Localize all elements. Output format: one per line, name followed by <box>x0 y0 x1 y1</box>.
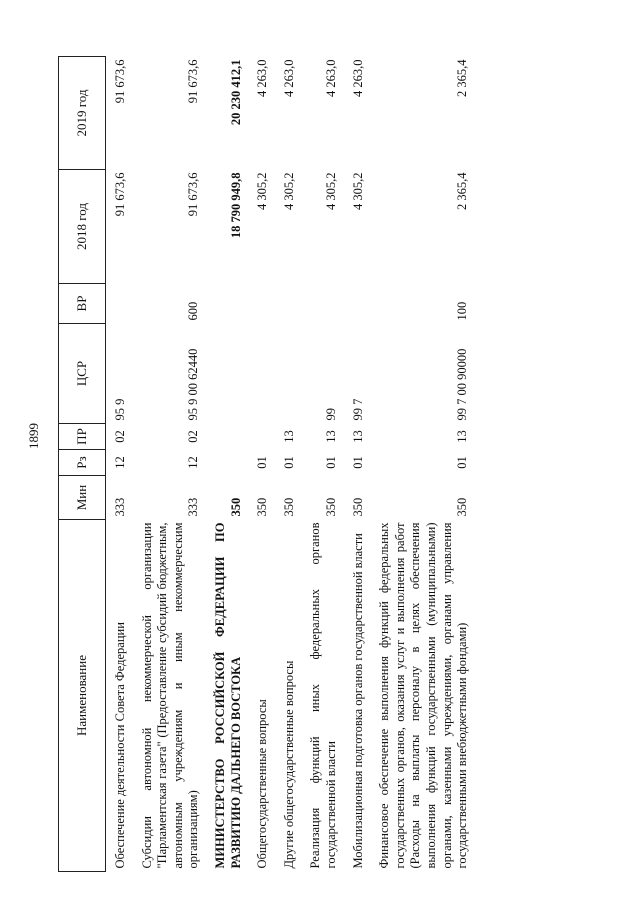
row-name: Субсидии автономной некоммерческой организации "Парламентская газета" (Предоставление субсидий бюджетным, автономным учреждениям и иным некоммерческим организациям) <box>139 522 201 869</box>
table-header-row <box>59 57 106 872</box>
row-rz: 01 <box>281 456 296 469</box>
row-2019: 4 263,0 <box>323 59 338 97</box>
row-2018: 91 673,6 <box>186 172 201 217</box>
row-pr <box>248 424 275 450</box>
row-vr <box>301 284 343 324</box>
row-name: Обеспечение деятельности Совета Федерации <box>113 622 127 869</box>
row-min: 350 <box>255 497 270 517</box>
row-vr <box>248 284 275 324</box>
row-min: 350 <box>350 497 365 517</box>
row-min: 333 <box>113 497 127 517</box>
row-pr: 13 <box>455 430 470 443</box>
header-pr: ПР <box>59 424 106 450</box>
row-csr <box>248 324 275 424</box>
row-pr: 13 <box>281 430 296 443</box>
row-2019: 4 263,0 <box>350 59 365 97</box>
row-vr <box>344 284 371 324</box>
row-csr: 95 9 00 62440 <box>186 348 201 421</box>
row-csr <box>206 324 248 424</box>
header-rz: Рз <box>59 450 106 476</box>
row-pr: 13 <box>350 430 365 443</box>
row-rz: 01 <box>350 456 365 469</box>
row-name: Финансовое обеспечение выполнения функций федеральных государственных органов, оказания услуг и выполнения работ (Расходы на выплаты персоналу в целях обеспечения выполнения функций государственными (муниципальными) органами, казенными учреждениями, органами управления государственными внебюджетными фондами) <box>377 522 470 869</box>
row-2018: 91 673,6 <box>113 172 127 217</box>
row-pr: 02 <box>113 430 127 443</box>
row-rz: 01 <box>255 456 270 469</box>
row-csr: 95 9 <box>113 398 127 421</box>
table-row <box>301 57 343 872</box>
page-number: 1899 <box>26 423 41 449</box>
row-vr <box>275 284 302 324</box>
row-min: 350 <box>281 497 296 517</box>
row-name: Мобилизационная подготовка органов государственной власти <box>350 533 365 869</box>
row-vr <box>106 284 133 324</box>
header-2019: 2019 год <box>59 57 106 170</box>
header-2018: 2018 год <box>59 170 106 284</box>
rotated-page <box>58 57 588 872</box>
row-rz: 12 <box>113 456 127 469</box>
table-row <box>370 57 475 872</box>
header-min: Мин <box>59 476 106 520</box>
row-2018: 18 790 949,8 <box>228 172 243 239</box>
row-name: Реализация функций иных федеральных органов государственной власти <box>308 522 338 869</box>
row-pr: 13 <box>323 430 338 443</box>
row-vr <box>206 284 248 324</box>
header-csr: ЦСР <box>59 324 106 424</box>
row-pr <box>206 424 248 450</box>
table-row <box>206 57 248 872</box>
row-csr: 99 7 00 90000 <box>455 348 470 421</box>
row-2018: 2 365,4 <box>455 172 470 210</box>
budget-table <box>58 56 475 872</box>
row-2019: 2 365,4 <box>455 59 470 97</box>
row-min: 333 <box>186 497 201 517</box>
row-name: Общегосударственные вопросы <box>255 699 270 869</box>
row-csr: 99 <box>323 408 338 421</box>
row-rz <box>206 450 248 476</box>
row-vr: 100 <box>455 301 470 321</box>
row-2018: 4 305,2 <box>323 172 338 210</box>
row-2018: 4 305,2 <box>255 172 270 210</box>
table-row <box>106 57 133 872</box>
row-rz: 01 <box>455 456 470 469</box>
row-min: 350 <box>228 497 243 517</box>
row-name: Другие общегосударственные вопросы <box>281 660 296 869</box>
row-2018: 4 305,2 <box>350 172 365 210</box>
row-2019: 4 263,0 <box>281 59 296 97</box>
row-min: 350 <box>455 497 470 517</box>
row-rz: 12 <box>186 456 201 469</box>
row-rz: 01 <box>323 456 338 469</box>
row-2019: 91 673,6 <box>186 59 201 104</box>
row-vr: 600 <box>186 301 201 321</box>
row-csr: 99 7 <box>350 398 365 421</box>
table-row <box>275 57 302 872</box>
row-min: 350 <box>323 497 338 517</box>
row-pr: 02 <box>186 430 201 443</box>
row-2018: 4 305,2 <box>281 172 296 210</box>
table-row <box>133 57 206 872</box>
row-2019: 91 673,6 <box>113 59 127 104</box>
row-csr <box>275 324 302 424</box>
table-row <box>248 57 275 872</box>
row-name: МИНИСТЕРСТВО РОССИЙСКОЙ ФЕДЕРАЦИИ ПО РАЗВИТИЮ ДАЛЬНЕГО ВОСТОКА <box>212 522 243 869</box>
table-row <box>344 57 371 872</box>
header-vr: ВР <box>59 284 106 324</box>
header-name: Наименование <box>59 520 106 872</box>
row-2019: 4 263,0 <box>255 59 270 97</box>
row-2019: 20 230 412,1 <box>228 59 243 126</box>
